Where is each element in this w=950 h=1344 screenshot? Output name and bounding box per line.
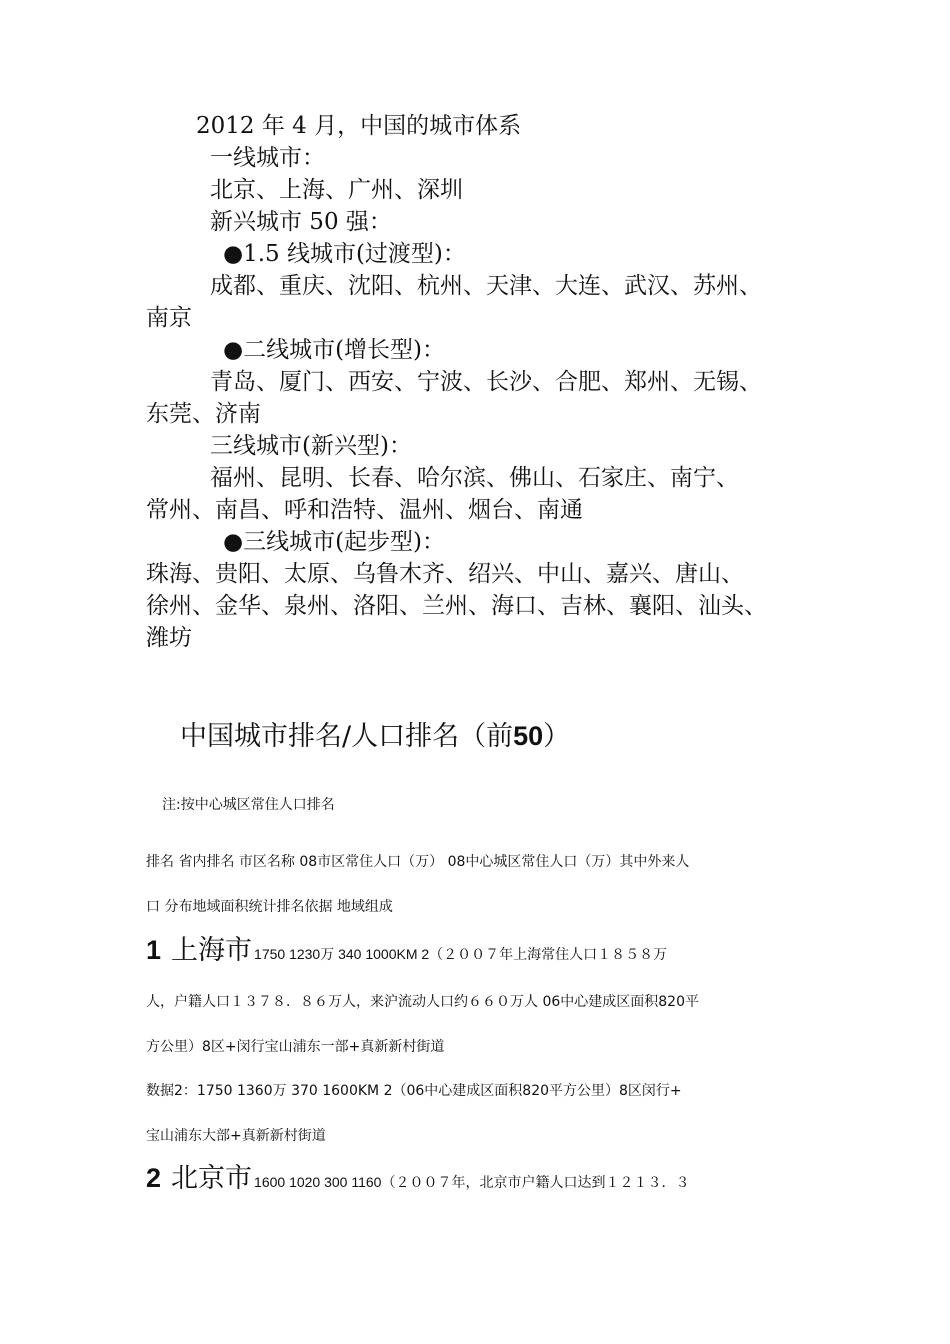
tier2-cities-line1: 青岛、厦门、西安、宁波、长沙、合肥、郑州、无锡、 xyxy=(210,369,762,395)
rank-number: 1 xyxy=(146,935,162,965)
rank-entry-1-line3: 方公里）8区+闵行宝山浦东一部+真新新村街道 xyxy=(146,1039,445,1055)
table-header-line2: 口 分布地域面积统计排名依据 地域组成 xyxy=(146,899,393,915)
ranking-note: 注:按中心城区常住人口排名 xyxy=(162,797,335,813)
tier3-starting-cities-line2: 徐州、金华、泉州、洛阳、兰州、海口、吉林、襄阳、汕头、 xyxy=(146,593,767,619)
tier3-starting-cities-line1: 珠海、贵阳、太原、乌鲁木齐、绍兴、中山、嘉兴、唐山、 xyxy=(146,561,744,587)
rank-entry-1 xyxy=(146,928,667,967)
rank-entry-1-line5: 宝山浦东大部+真新新村街道 xyxy=(146,1128,326,1144)
tier3-starting-label: ●三线城市(起步型)： xyxy=(223,529,446,555)
table-header-line1: 排名 省内排名 市区名称 08市区常住人口（万） 08中心城区常住人口（万）其中外来人 xyxy=(146,854,690,870)
rank-entry-1-line2: 人，户籍人口１３７８．８６万人，来沪流动人口约６６０万人 06中心建成区面积820平 xyxy=(146,994,699,1010)
tier3-starting-cities-line3: 潍坊 xyxy=(146,625,192,651)
tier15-label: ●1.5 线城市(过渡型)： xyxy=(223,241,466,267)
section-heading: 2012 年 4 月，中国的城市体系 xyxy=(196,113,522,139)
ranking-title-close: ） xyxy=(543,721,571,752)
rank-data-line: 1750 1230万 340 1000KM 2（２００７年上海常住人口１８５８万 xyxy=(254,946,668,962)
tier3-emerging-cities-line1: 福州、昆明、长春、哈尔滨、佛山、石家庄、南宁、 xyxy=(210,465,739,491)
tier3-emerging-label: 三线城市(新兴型)： xyxy=(210,433,412,459)
ranking-title xyxy=(180,718,570,755)
ranking-title-text: 中国城市排名/人口排名（前 xyxy=(180,721,514,752)
ranking-title-number: 50 xyxy=(513,721,544,751)
rank-entry-1-line4: 数据2：1750 1360万 370 1600KM 2（06中心建成区面积820平方公里）8区闵行+ xyxy=(146,1083,682,1099)
rank-city-name: 上海市 xyxy=(171,935,253,966)
tier2-cities-line2: 东莞、济南 xyxy=(146,401,261,427)
tier3-emerging-cities-line2: 常州、南昌、呼和浩特、温州、烟台、南通 xyxy=(146,497,583,523)
rank-city-name: 北京市 xyxy=(171,1163,253,1194)
group-label: 新兴城市 50 强： xyxy=(210,209,392,235)
rank-data-line: 1600 1020 300 1160（２００７年，北京市户籍人口达到１２１３．３ xyxy=(254,1174,690,1190)
rank-entry-2 xyxy=(146,1156,689,1195)
tier2-label: ●二线城市(增长型)： xyxy=(223,337,446,363)
tier15-cities-line2: 南京 xyxy=(146,305,192,331)
tier1-cities: 北京、上海、广州、深圳 xyxy=(210,177,463,203)
rank-number: 2 xyxy=(146,1163,162,1193)
tier1-label: 一线城市： xyxy=(210,145,325,171)
tier15-cities-line1: 成都、重庆、沈阳、杭州、天津、大连、武汉、苏州、 xyxy=(210,273,762,299)
